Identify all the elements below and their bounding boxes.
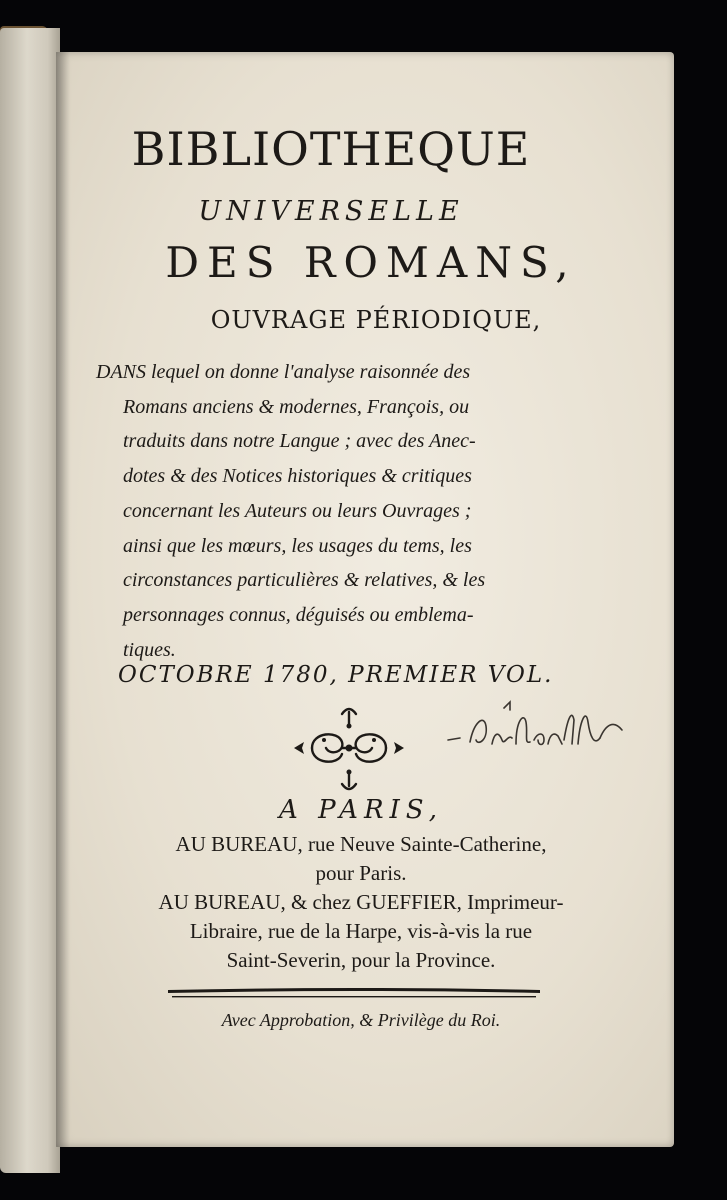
- fleuron-ornament: [290, 702, 408, 794]
- issue-line: OCTOBRE 1780, PREMIER VOL.: [118, 662, 554, 688]
- title-line-3: DES ROMANS,: [165, 238, 577, 287]
- imprint-line: AU BUREAU, & chez GUEFFIER, Imprimeur-: [158, 890, 564, 914]
- publication-place: A PARIS,: [279, 795, 443, 825]
- description-line: traduits dans notre Langue ; avec des Anec-: [123, 430, 476, 453]
- imprint: [96, 830, 626, 975]
- title-line-2: UNIVERSELLE: [198, 196, 464, 227]
- imprint-line: Libraire, rue de la Harpe, vis-à-vis la rue: [189, 919, 533, 943]
- description-line: tiques.: [123, 638, 176, 661]
- description-line: DANS lequel on donne l'analyse raisonnée des: [96, 361, 471, 383]
- imprint-line: pour Paris.: [315, 861, 407, 885]
- description-line: ainsi que les mœurs, les usages du tems, les: [123, 534, 472, 557]
- description-line: Romans anciens & modernes, François, ou: [123, 395, 470, 418]
- imprint-line: Saint-Severin, pour la Province.: [226, 948, 496, 972]
- page-gutter-shadow: [56, 52, 70, 1147]
- description-line: personnages connus, déguisés ou emblema-: [123, 603, 474, 626]
- description-line: circonstances particulières & relatives, & les: [123, 569, 486, 592]
- book-page-edges: [0, 28, 60, 1173]
- description-line: dotes & des Notices historiques & critiques: [123, 465, 472, 488]
- imprint-line: AU BUREAU, rue Neuve Sainte-Catherine,: [175, 832, 547, 856]
- approval-line: Avec Approbation, & Privilège du Roi.: [221, 1010, 501, 1030]
- owner-signature: [444, 700, 634, 770]
- description-line: concernant les Auteurs ou leurs Ouvrages ;: [123, 499, 472, 522]
- title-line-1: BIBLIOTHEQUE: [131, 122, 531, 176]
- subtitle: OUVRAGE PÉRIODIQUE,: [210, 306, 542, 334]
- description: [96, 355, 601, 667]
- double-rule-divider: [166, 985, 542, 999]
